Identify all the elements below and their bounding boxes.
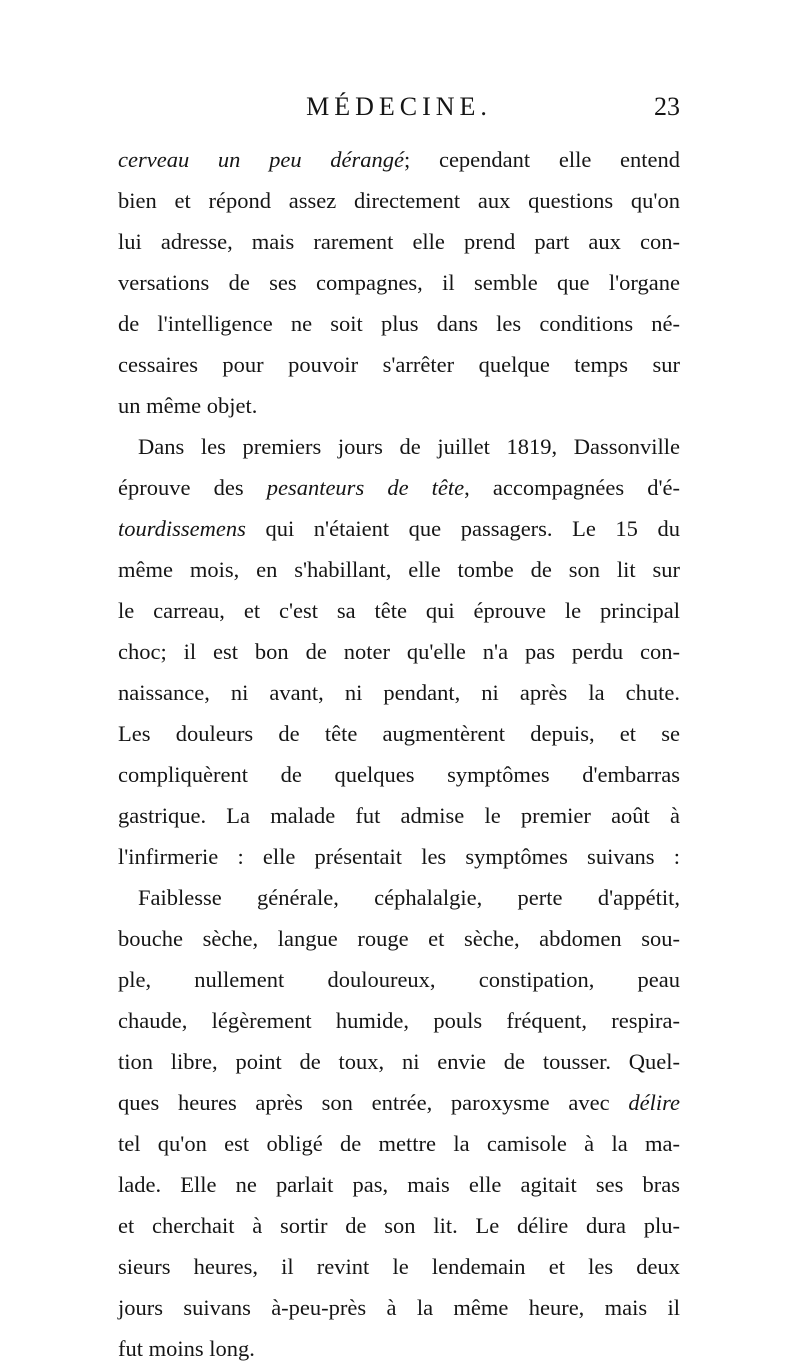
text-run: lade. Elle ne parlait pas, mais elle agitait ses bras	[118, 1172, 680, 1197]
text-run: tion libre, point de toux, ni envie de tousser. Quel-	[118, 1049, 680, 1074]
text-line	[118, 508, 680, 549]
text-line	[118, 139, 680, 180]
text-run: tel qu'on est obligé de mettre la camisole à la ma-	[118, 1131, 680, 1156]
text-run: lui adresse, mais rarement elle prend part aux con-	[118, 229, 680, 254]
text-line	[118, 221, 680, 262]
text-line	[118, 590, 680, 631]
text-line	[118, 918, 680, 959]
text-run: Dans les premiers jours de juillet 1819, Dassonville	[138, 434, 680, 459]
text-line	[118, 467, 680, 508]
text-line	[118, 1000, 680, 1041]
text-run: un même objet.	[118, 393, 258, 418]
text-line	[118, 631, 680, 672]
text-run: chaude, légèrement humide, pouls fréquent, respira-	[118, 1008, 680, 1033]
body-text	[118, 139, 680, 1369]
text-line	[118, 180, 680, 221]
text-run: Les douleurs de tête augmentèrent depuis, et se	[118, 721, 680, 746]
text-line	[118, 1246, 680, 1287]
text-run: ques heures après son entrée, paroxysme avec	[118, 1090, 629, 1115]
text-run: bien et répond assez directement aux questions qu'on	[118, 188, 680, 213]
italic-text: cerveau un peu dérangé	[118, 147, 405, 172]
text-line	[118, 262, 680, 303]
page-header	[118, 92, 680, 132]
text-line	[118, 549, 680, 590]
page-number: 23	[654, 92, 680, 121]
text-line	[118, 1205, 680, 1246]
text-line	[118, 1164, 680, 1205]
text-line	[118, 877, 680, 918]
running-head: MÉDECINE.	[306, 92, 492, 121]
text-line	[118, 1123, 680, 1164]
text-run: cessaires pour pouvoir s'arrêter quelque temps sur	[118, 352, 680, 377]
text-run: l'infirmerie : elle présentait les symptômes suivans :	[118, 844, 680, 869]
italic-text: pesanteurs de tête	[266, 475, 465, 500]
text-line	[118, 303, 680, 344]
text-line	[118, 385, 680, 426]
text-line	[118, 795, 680, 836]
text-line	[118, 672, 680, 713]
text-run: Faiblesse générale, céphalalgie, perte d'appétit,	[138, 885, 680, 910]
text-run: bouche sèche, langue rouge et sèche, abdomen sou-	[118, 926, 680, 951]
text-run: qui n'étaient que passagers. Le 15 du	[245, 516, 680, 541]
text-run: fut moins long.	[118, 1336, 255, 1361]
text-run: ; cependant elle entend	[404, 147, 681, 172]
text-run: compliquèrent de quelques symptômes d'embarras	[118, 762, 680, 787]
text-run: ple, nullement douloureux, constipation, peau	[118, 967, 680, 992]
text-line	[118, 713, 680, 754]
italic-text: tourdissemens	[118, 516, 246, 541]
text-run: jours suivans à-peu-près à la même heure, mais il	[118, 1295, 680, 1320]
text-run: , accompagnées d'é-	[464, 475, 680, 500]
text-line	[118, 1328, 680, 1369]
text-run: de l'intelligence ne soit plus dans les conditions né-	[118, 311, 680, 336]
text-run: et cherchait à sortir de son lit. Le délire dura plu-	[118, 1213, 680, 1238]
text-line	[118, 1041, 680, 1082]
text-line	[118, 1082, 680, 1123]
text-line	[118, 836, 680, 877]
text-run: même mois, en s'habillant, elle tombe de son lit sur	[118, 557, 680, 582]
italic-text: délire	[628, 1090, 680, 1115]
text-run: gastrique. La malade fut admise le premier août à	[118, 803, 680, 828]
text-line	[118, 959, 680, 1000]
text-run: versations de ses compagnes, il semble que l'organe	[118, 270, 680, 295]
text-line	[118, 1287, 680, 1328]
text-line	[118, 426, 680, 467]
text-run: sieurs heures, il revint le lendemain et les deux	[118, 1254, 680, 1279]
text-line	[118, 754, 680, 795]
text-line	[118, 344, 680, 385]
text-run: éprouve des	[118, 475, 267, 500]
text-run: naissance, ni avant, ni pendant, ni après la chute.	[118, 680, 680, 705]
text-run: le carreau, et c'est sa tête qui éprouve le principal	[118, 598, 680, 623]
text-run: choc; il est bon de noter qu'elle n'a pas perdu con-	[118, 639, 680, 664]
